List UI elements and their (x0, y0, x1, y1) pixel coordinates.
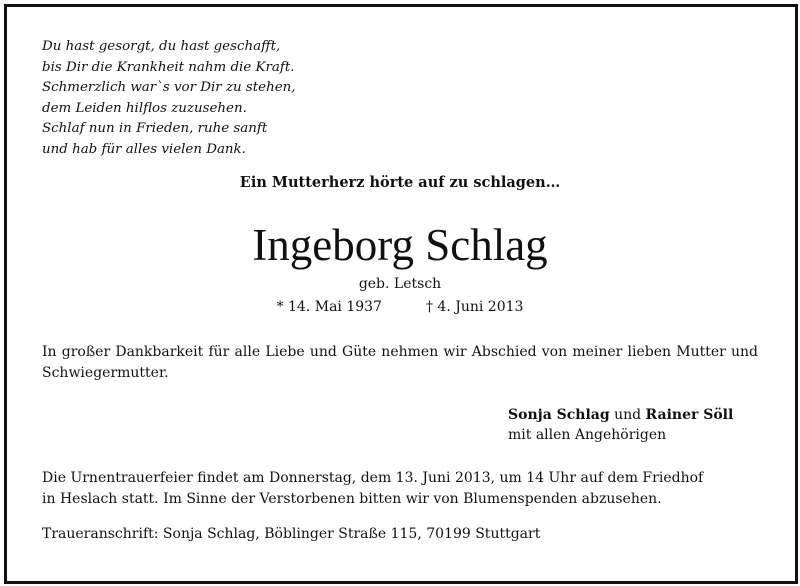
poem-line: dem Leiden hilflos zuzusehen. (42, 100, 247, 116)
signer-second: Rainer Söll (645, 407, 734, 423)
poem-line: Schmerzlich war`s vor Dir zu stehen, (42, 80, 296, 96)
poem-line: und hab für alles vielen Dank. (42, 141, 246, 157)
birth-date: * 14. Mai 1937 (276, 299, 382, 315)
death-date: † 4. Juni 2013 (425, 299, 524, 315)
signer-first: Sonja Schlag (508, 407, 610, 423)
signers (508, 405, 733, 445)
mourning-address: Traueranschrift: Sonja Schlag, Böblinger Straße 115, 70199 Stuttgart (42, 526, 541, 542)
poem-line: Schlaf nun in Frieden, ruhe sanft (42, 121, 268, 137)
life-dates (0, 297, 800, 317)
intro-line: Ein Mutterherz hörte auf zu schlagen… (239, 174, 561, 191)
service-line: in Heslach statt. Im Sinne der Verstorbenen bitten wir von Blumenspenden abzusehen. (42, 491, 662, 507)
farewell-text: In großer Dankbarkeit für alle Liebe und Güte nehmen wir Abschied von meiner lieben Mutter und Schwiegermutter. (42, 344, 758, 381)
poem-line: Du hast gesorgt, du hast geschafft, (42, 39, 281, 54)
service-line: Die Urnentrauerfeier findet am Donnerstag, dem 13. Juni 2013, um 14 Uhr auf dem Friedhof (42, 470, 704, 486)
signer-connector: und (614, 407, 642, 423)
signer-family: mit allen Angehörigen (508, 427, 667, 443)
maiden-name: geb. Letsch (358, 276, 442, 292)
signer-names (508, 405, 733, 425)
service-info (42, 468, 758, 510)
deceased-name: Ingeborg Schlag (252, 220, 548, 270)
poem (42, 37, 296, 161)
poem-line: bis Dir die Krankheit nahm die Kraft. (42, 59, 295, 75)
